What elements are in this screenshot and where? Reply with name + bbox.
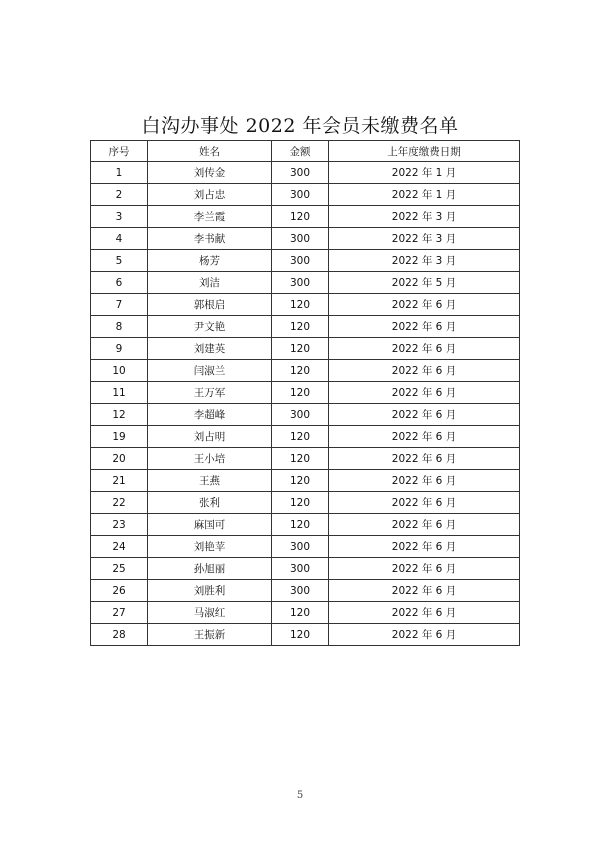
table-row bbox=[91, 228, 520, 250]
cell-name: 刘传金 bbox=[148, 162, 272, 184]
cell-amount: 300 bbox=[272, 184, 329, 206]
table-row bbox=[91, 184, 520, 206]
cell-amount: 300 bbox=[272, 536, 329, 558]
cell-index: 27 bbox=[91, 602, 148, 624]
cell-index: 6 bbox=[91, 272, 148, 294]
cell-name: 王小培 bbox=[148, 448, 272, 470]
cell-amount: 120 bbox=[272, 338, 329, 360]
table-row bbox=[91, 162, 520, 184]
table-row bbox=[91, 536, 520, 558]
cell-name: 李兰霞 bbox=[148, 206, 272, 228]
cell-index: 3 bbox=[91, 206, 148, 228]
cell-name: 刘洁 bbox=[148, 272, 272, 294]
cell-amount: 120 bbox=[272, 514, 329, 536]
cell-date: 2022 年 3 月 bbox=[329, 206, 520, 228]
table-row bbox=[91, 514, 520, 536]
cell-index: 28 bbox=[91, 624, 148, 646]
cell-index: 7 bbox=[91, 294, 148, 316]
header-last-payment-date: 上年度缴费日期 bbox=[329, 141, 520, 162]
table-row bbox=[91, 250, 520, 272]
cell-name: 马淑红 bbox=[148, 602, 272, 624]
page-number: 5 bbox=[296, 790, 304, 801]
table-row bbox=[91, 558, 520, 580]
table-row bbox=[91, 382, 520, 404]
cell-name: 郭根启 bbox=[148, 294, 272, 316]
unpaid-members-table bbox=[90, 140, 520, 646]
cell-date: 2022 年 6 月 bbox=[329, 338, 520, 360]
table-row bbox=[91, 272, 520, 294]
cell-name: 刘艳苹 bbox=[148, 536, 272, 558]
cell-index: 10 bbox=[91, 360, 148, 382]
cell-name: 王振新 bbox=[148, 624, 272, 646]
cell-index: 2 bbox=[91, 184, 148, 206]
table-row bbox=[91, 624, 520, 646]
cell-date: 2022 年 6 月 bbox=[329, 536, 520, 558]
cell-date: 2022 年 6 月 bbox=[329, 514, 520, 536]
cell-amount: 300 bbox=[272, 580, 329, 602]
table-row bbox=[91, 294, 520, 316]
cell-date: 2022 年 6 月 bbox=[329, 448, 520, 470]
table-row bbox=[91, 602, 520, 624]
table-row bbox=[91, 338, 520, 360]
cell-amount: 300 bbox=[272, 404, 329, 426]
table-row bbox=[91, 470, 520, 492]
cell-index: 21 bbox=[91, 470, 148, 492]
cell-date: 2022 年 6 月 bbox=[329, 426, 520, 448]
cell-index: 23 bbox=[91, 514, 148, 536]
cell-name: 尹文艳 bbox=[148, 316, 272, 338]
cell-date: 2022 年 1 月 bbox=[329, 184, 520, 206]
table-row bbox=[91, 404, 520, 426]
cell-name: 王万军 bbox=[148, 382, 272, 404]
cell-index: 25 bbox=[91, 558, 148, 580]
cell-amount: 300 bbox=[272, 272, 329, 294]
cell-amount: 120 bbox=[272, 448, 329, 470]
cell-index: 19 bbox=[91, 426, 148, 448]
header-amount: 金额 bbox=[272, 141, 329, 162]
cell-name: 刘占忠 bbox=[148, 184, 272, 206]
cell-date: 2022 年 6 月 bbox=[329, 558, 520, 580]
cell-amount: 120 bbox=[272, 382, 329, 404]
cell-amount: 120 bbox=[272, 360, 329, 382]
cell-amount: 120 bbox=[272, 206, 329, 228]
cell-date: 2022 年 6 月 bbox=[329, 580, 520, 602]
cell-date: 2022 年 6 月 bbox=[329, 602, 520, 624]
cell-amount: 120 bbox=[272, 470, 329, 492]
table-row bbox=[91, 360, 520, 382]
cell-date: 2022 年 6 月 bbox=[329, 316, 520, 338]
cell-date: 2022 年 3 月 bbox=[329, 250, 520, 272]
cell-amount: 120 bbox=[272, 316, 329, 338]
cell-name: 刘占明 bbox=[148, 426, 272, 448]
table-body bbox=[91, 162, 520, 646]
cell-index: 20 bbox=[91, 448, 148, 470]
cell-amount: 300 bbox=[272, 250, 329, 272]
cell-date: 2022 年 1 月 bbox=[329, 162, 520, 184]
cell-date: 2022 年 6 月 bbox=[329, 404, 520, 426]
cell-index: 11 bbox=[91, 382, 148, 404]
cell-name: 李超峰 bbox=[148, 404, 272, 426]
cell-date: 2022 年 3 月 bbox=[329, 228, 520, 250]
cell-name: 闫淑兰 bbox=[148, 360, 272, 382]
cell-name: 刘胜利 bbox=[148, 580, 272, 602]
cell-index: 22 bbox=[91, 492, 148, 514]
cell-date: 2022 年 6 月 bbox=[329, 492, 520, 514]
header-name: 姓名 bbox=[148, 141, 272, 162]
table-row bbox=[91, 580, 520, 602]
table-row bbox=[91, 426, 520, 448]
table-row bbox=[91, 316, 520, 338]
cell-amount: 300 bbox=[272, 558, 329, 580]
cell-name: 刘建英 bbox=[148, 338, 272, 360]
cell-amount: 120 bbox=[272, 426, 329, 448]
cell-amount: 120 bbox=[272, 602, 329, 624]
cell-index: 26 bbox=[91, 580, 148, 602]
cell-index: 12 bbox=[91, 404, 148, 426]
cell-name: 李书献 bbox=[148, 228, 272, 250]
cell-date: 2022 年 6 月 bbox=[329, 382, 520, 404]
cell-date: 2022 年 6 月 bbox=[329, 294, 520, 316]
cell-name: 杨芳 bbox=[148, 250, 272, 272]
cell-name: 张利 bbox=[148, 492, 272, 514]
cell-index: 9 bbox=[91, 338, 148, 360]
cell-name: 孙旭丽 bbox=[148, 558, 272, 580]
cell-index: 5 bbox=[91, 250, 148, 272]
cell-amount: 120 bbox=[272, 294, 329, 316]
table-row bbox=[91, 448, 520, 470]
table-row bbox=[91, 492, 520, 514]
cell-name: 麻国可 bbox=[148, 514, 272, 536]
cell-amount: 120 bbox=[272, 624, 329, 646]
cell-name: 王燕 bbox=[148, 470, 272, 492]
cell-index: 1 bbox=[91, 162, 148, 184]
cell-index: 8 bbox=[91, 316, 148, 338]
table-header-row bbox=[91, 141, 520, 162]
cell-index: 24 bbox=[91, 536, 148, 558]
cell-amount: 300 bbox=[272, 162, 329, 184]
cell-amount: 120 bbox=[272, 492, 329, 514]
cell-date: 2022 年 5 月 bbox=[329, 272, 520, 294]
cell-amount: 300 bbox=[272, 228, 329, 250]
cell-date: 2022 年 6 月 bbox=[329, 360, 520, 382]
table-row bbox=[91, 206, 520, 228]
cell-date: 2022 年 6 月 bbox=[329, 470, 520, 492]
document-title: 白沟办事处 2022 年会员未缴费名单 bbox=[141, 115, 459, 137]
cell-date: 2022 年 6 月 bbox=[329, 624, 520, 646]
header-index: 序号 bbox=[91, 141, 148, 162]
cell-index: 4 bbox=[91, 228, 148, 250]
